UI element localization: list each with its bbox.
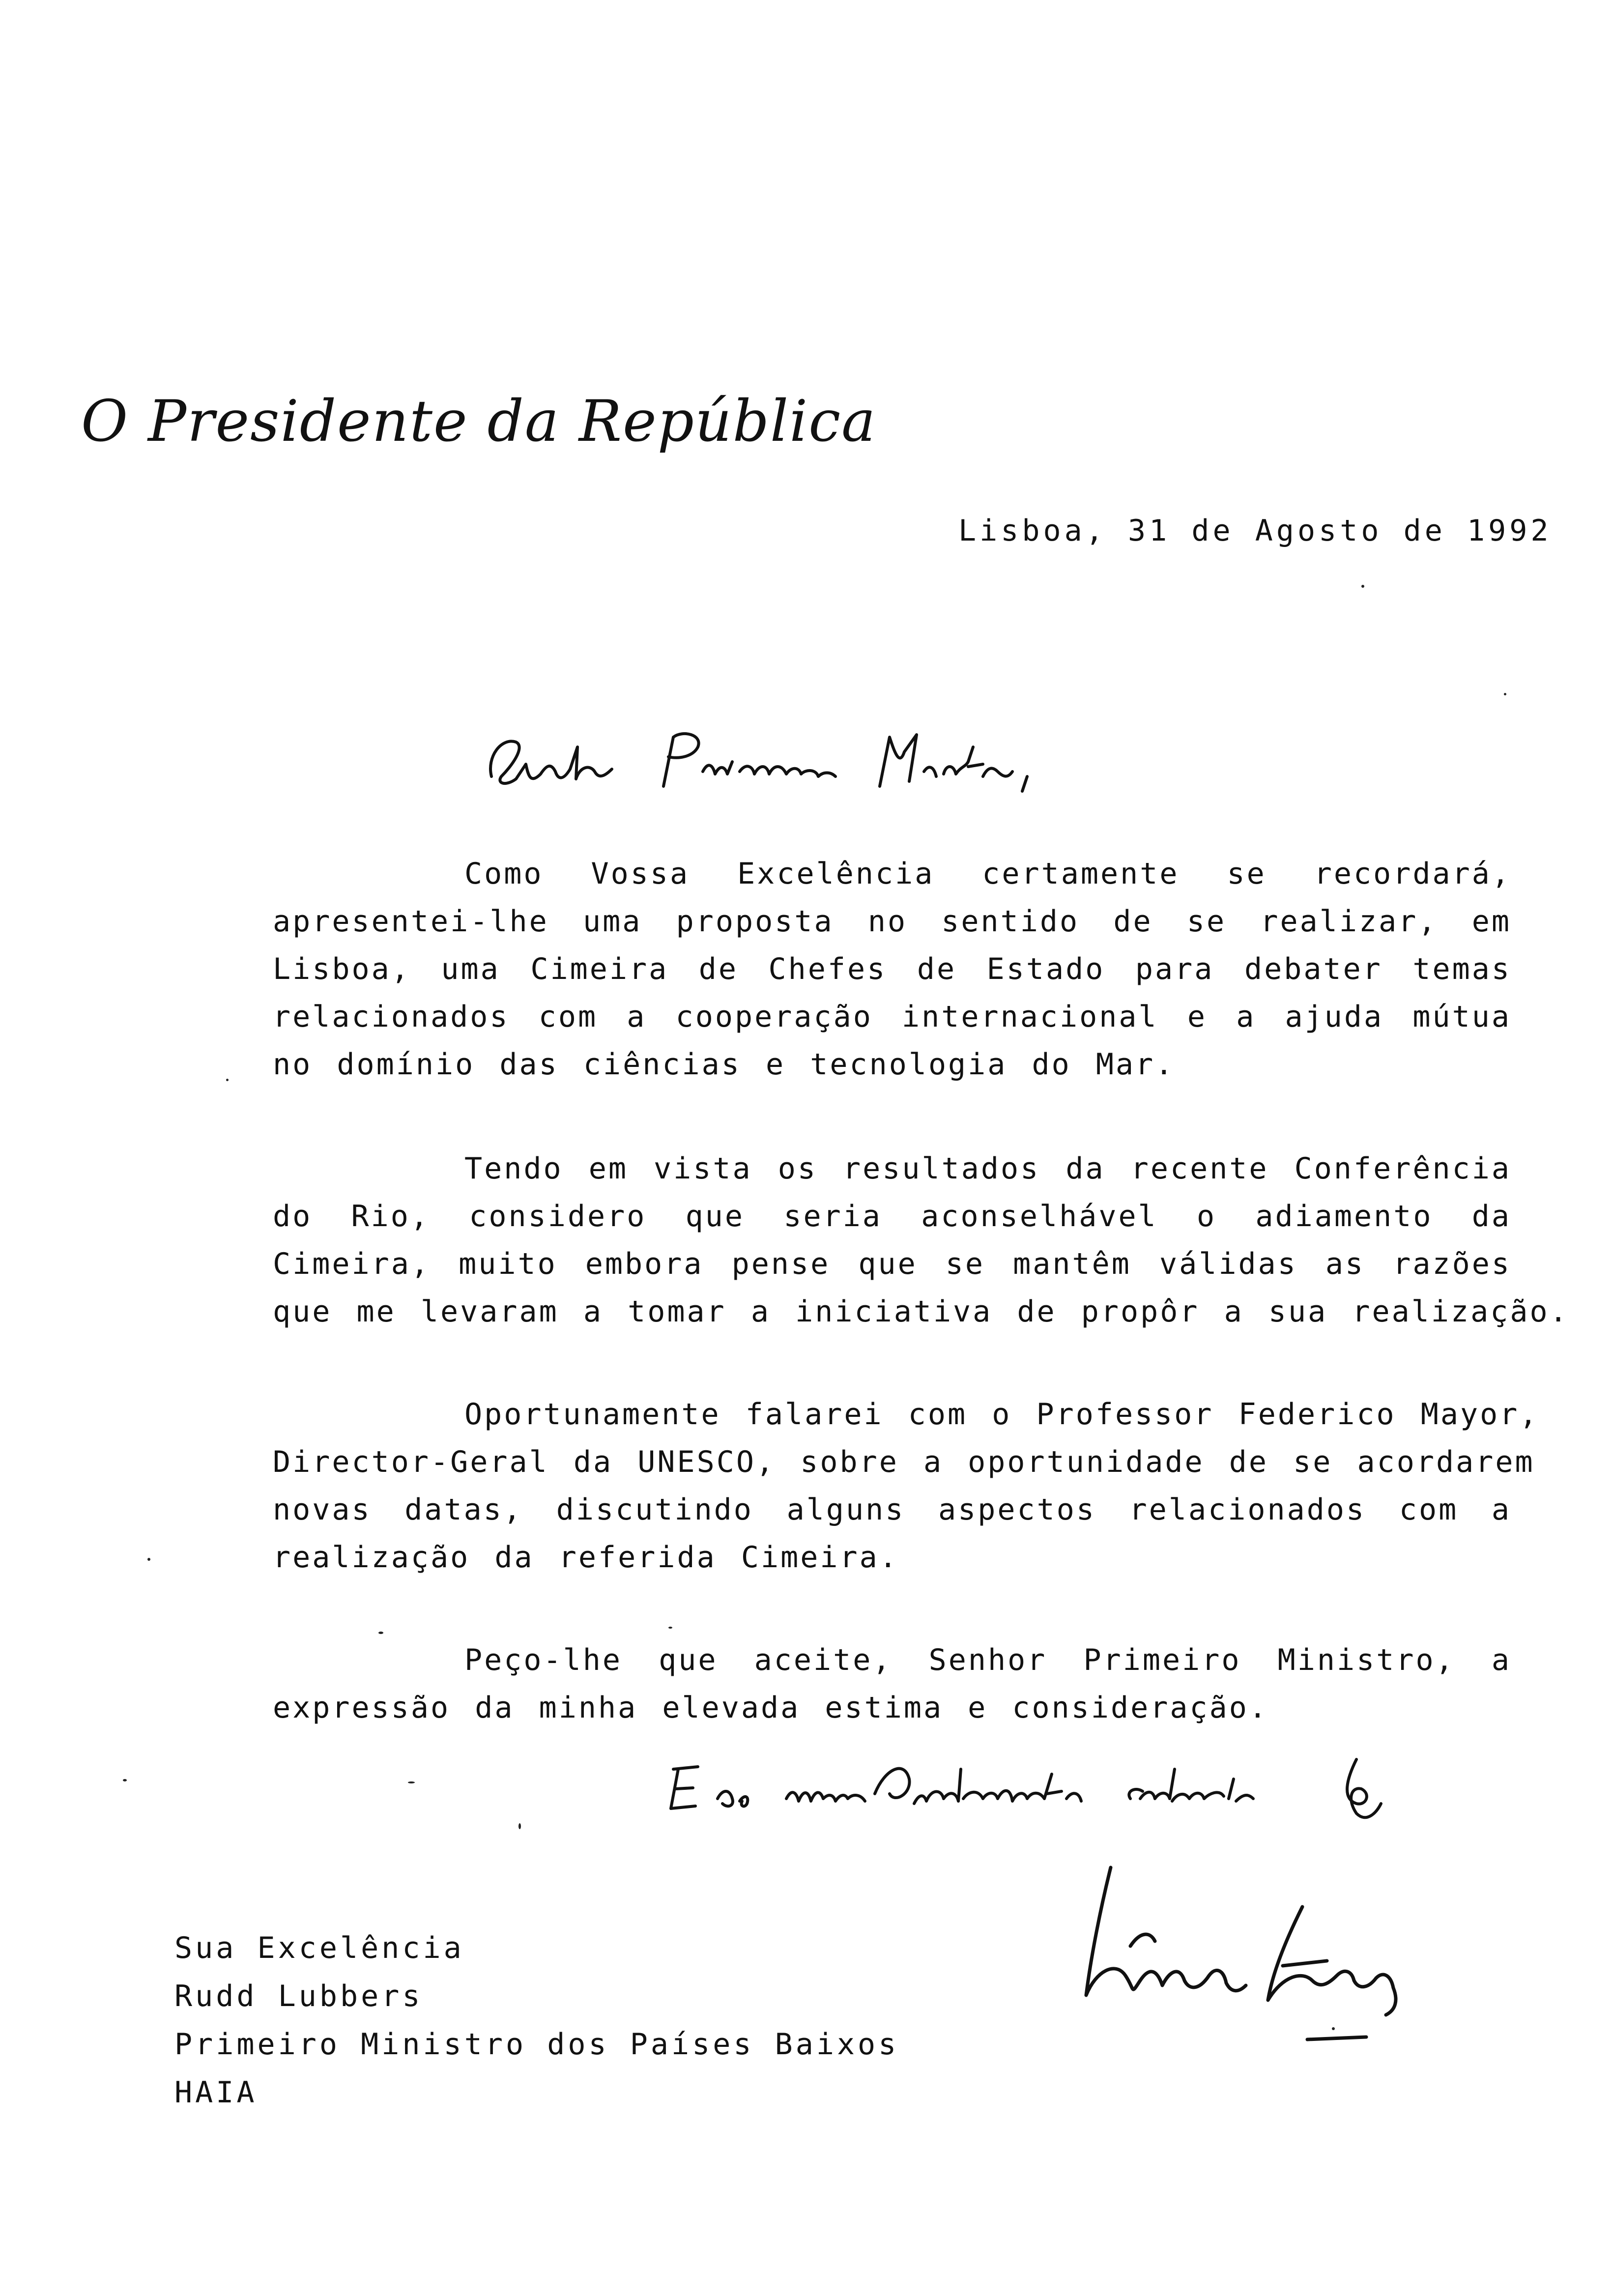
scan-speck	[518, 1823, 521, 1829]
date-line: Lisboa, 31 de Agosto de 1992	[958, 514, 1552, 548]
scan-speck	[378, 1632, 383, 1634]
scan-speck	[408, 1781, 415, 1783]
paragraph-line: Cimeira, muito embora pense que se mantêm válidas as razões	[273, 1247, 1511, 1281]
letterhead: O Presidente da República	[81, 388, 877, 455]
paragraph-line: relacionados com a cooperação internacional e a ajuda mútua	[273, 1000, 1511, 1034]
scan-speck	[147, 1558, 150, 1561]
paragraph-line: no domínio das ciências e tecnologia do Mar.	[273, 1047, 1175, 1082]
scan-speck	[123, 1779, 127, 1781]
address-line: Sua Excelência	[174, 1931, 464, 1965]
paragraph-line: expressão da minha elevada estima e consideração.	[273, 1691, 1269, 1725]
address-line: Primeiro Ministro dos Países Baixos	[174, 2027, 899, 2062]
scan-speck	[226, 1079, 229, 1081]
recipient-address	[174, 1924, 899, 2117]
address-line: Rudd Lubbers	[174, 1979, 423, 2013]
paragraph-3	[273, 1391, 1539, 1581]
paragraph-1	[273, 850, 1511, 1089]
scan-speck	[1504, 693, 1506, 695]
paragraph-line: Como Vossa Excelência certamente se recordará,	[464, 857, 1511, 891]
paragraph-line: Director-Geral da UNESCO, sobre a oportunidade de se acordarem	[273, 1445, 1535, 1479]
paragraph-line: Tendo em vista os resultados da recente Conferência	[464, 1151, 1511, 1186]
paragraph-line: do Rio, considero que seria aconselhável o adiamento da	[273, 1199, 1511, 1234]
paragraph-line: apresentei-lhe uma proposta no sentido de se realizar, em	[273, 904, 1511, 939]
paragraph-line: realização da referida Cimeira.	[273, 1540, 899, 1575]
handwritten-closing	[659, 1740, 1455, 1833]
paragraph-4	[273, 1636, 1511, 1732]
scan-speck	[668, 1627, 672, 1629]
scan-speck	[1332, 2027, 1335, 2030]
paragraph-2	[273, 1145, 1569, 1336]
paragraph-line: Lisboa, uma Cimeira de Chefes de Estado para debater temas	[273, 952, 1511, 986]
paragraph-line: Oportunamente falarei com o Professor Federico Mayor,	[464, 1397, 1539, 1432]
address-line: HAIA	[174, 2075, 258, 2110]
signature	[1071, 1848, 1425, 2044]
paragraph-line: que me levaram a tomar a iniciativa de propôr a sua realização.	[273, 1294, 1569, 1329]
paragraph-line: novas datas, discutindo alguns aspectos relacionados com a	[273, 1492, 1511, 1527]
handwritten-salutation	[472, 718, 1042, 801]
scan-speck	[1361, 585, 1364, 588]
paragraph-line: Peço-lhe que aceite, Senhor Primeiro Ministro, a	[464, 1643, 1511, 1677]
